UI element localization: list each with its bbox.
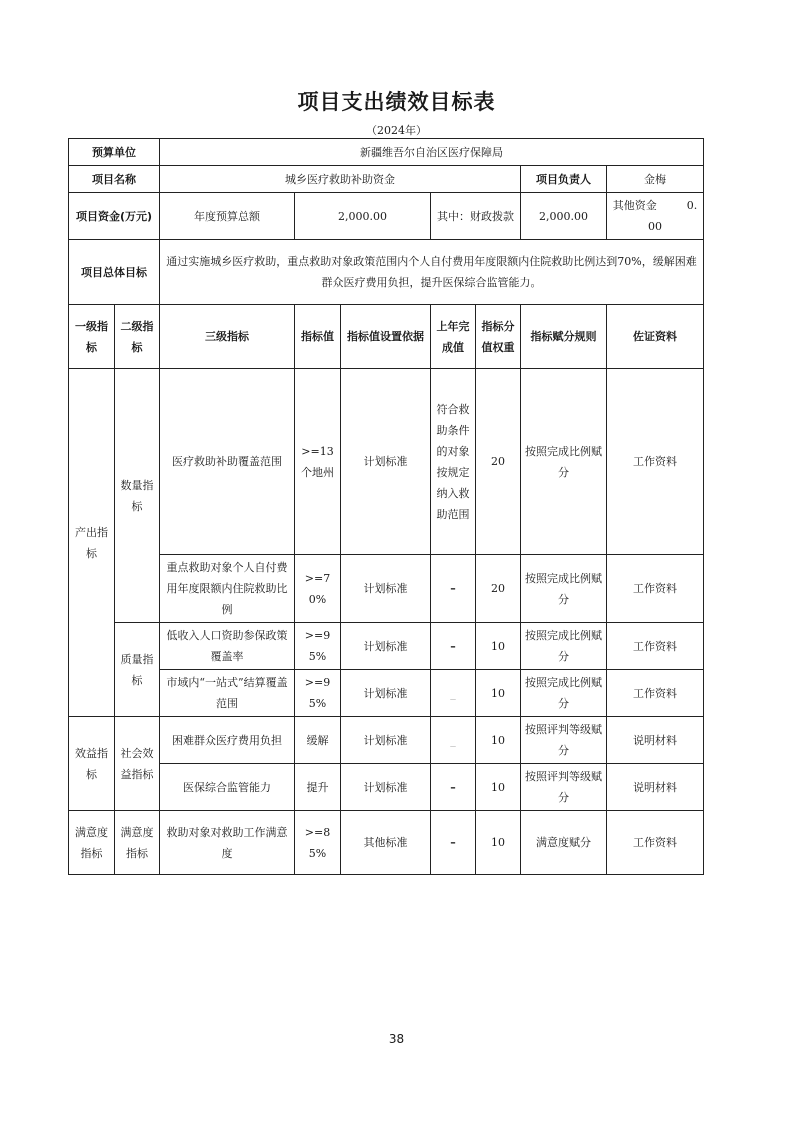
project-name-value: 城乡医疗救助补助资金 xyxy=(160,166,521,193)
col-level2: 二级指标 xyxy=(115,305,160,369)
col-rule: 指标赋分规则 xyxy=(521,305,607,369)
indicator-last-year: – xyxy=(431,555,476,623)
owner-label: 项目负责人 xyxy=(521,166,607,193)
goal-row xyxy=(69,240,704,305)
indicator-basis: 计划标准 xyxy=(341,670,431,717)
indicator-rule: 按照完成比例赋分 xyxy=(521,670,607,717)
budget-unit-value: 新疆维吾尔自治区医疗保障局 xyxy=(160,139,704,166)
indicator-evidence: 工作资料 xyxy=(607,369,704,555)
indicator-basis: 计划标准 xyxy=(341,623,431,670)
group-output: 产出指标 xyxy=(69,369,115,717)
project-name-label: 项目名称 xyxy=(69,166,160,193)
page-title: 项目支出绩效目标表 xyxy=(297,90,496,114)
group-satisfaction-sub: 满意度指标 xyxy=(115,811,160,875)
indicator-evidence: 工作资料 xyxy=(607,555,704,623)
indicator-basis: 计划标准 xyxy=(341,717,431,764)
fiscal-label: 其中：财政拨款 xyxy=(431,193,521,240)
indicator-rule: 按照完成比例赋分 xyxy=(521,623,607,670)
table-row xyxy=(69,764,704,811)
col-evidence: 佐证资料 xyxy=(607,305,704,369)
col-value: 指标值 xyxy=(295,305,341,369)
col-level1: 一级指标 xyxy=(69,305,115,369)
column-header-row xyxy=(69,305,704,369)
other-funds-cell xyxy=(607,193,704,240)
indicator-weight: 10 xyxy=(476,670,521,717)
budget-unit-row xyxy=(69,139,704,166)
col-basis: 指标值设置依据 xyxy=(341,305,431,369)
indicator-basis: 其他标准 xyxy=(341,811,431,875)
indicator-last-year: _ xyxy=(431,717,476,764)
annual-total-label: 年度预算总额 xyxy=(160,193,295,240)
col-last-year: 上年完成值 xyxy=(431,305,476,369)
fiscal-value: 2,000.00 xyxy=(521,193,607,240)
funds-label: 项目资金(万元) xyxy=(69,193,160,240)
performance-table xyxy=(68,138,704,875)
col-level3: 三级指标 xyxy=(160,305,295,369)
indicator-name: 重点救助对象个人自付费用年度限额内住院救助比例 xyxy=(160,555,295,623)
indicator-value: 缓解 xyxy=(295,717,341,764)
other-funds-label: 其他资金 xyxy=(612,199,657,212)
annual-total-value: 2,000.00 xyxy=(295,193,431,240)
indicator-weight: 10 xyxy=(476,811,521,875)
indicator-evidence: 工作资料 xyxy=(607,670,704,717)
group-benefit: 效益指标 xyxy=(69,717,115,811)
indicator-name: 市域内“一站式”结算覆盖范围 xyxy=(160,670,295,717)
indicator-value: >=95% xyxy=(295,623,341,670)
indicator-evidence: 说明材料 xyxy=(607,764,704,811)
indicator-weight: 20 xyxy=(476,369,521,555)
indicator-value: 提升 xyxy=(295,764,341,811)
indicator-last-year: 符合救助条件的对象按规定纳入救助范围 xyxy=(431,369,476,555)
year-label: （2024年） xyxy=(366,124,427,137)
indicator-value: >=85% xyxy=(295,811,341,875)
indicator-value: >=95% xyxy=(295,670,341,717)
goal-text: 通过实施城乡医疗救助，重点救助对象政策范围内个人自付费用年度限额内住院救助比例达到70%，缓解困难群众医疗费用负担，提升医保综合监管能力。 xyxy=(160,240,704,305)
indicator-rule: 按照评判等级赋分 xyxy=(521,764,607,811)
group-satisfaction: 满意度指标 xyxy=(69,811,115,875)
funds-row xyxy=(69,193,704,240)
table-row xyxy=(69,717,704,764)
col-weight: 指标分值权重 xyxy=(476,305,521,369)
indicator-basis: 计划标准 xyxy=(341,764,431,811)
indicator-weight: 20 xyxy=(476,555,521,623)
indicator-basis: 计划标准 xyxy=(341,555,431,623)
indicator-value: >=13个地州 xyxy=(295,369,341,555)
indicator-rule: 按照完成比例赋分 xyxy=(521,369,607,555)
indicator-last-year: – xyxy=(431,811,476,875)
goal-label: 项目总体目标 xyxy=(69,240,160,305)
group-quantity: 数量指标 xyxy=(115,369,160,623)
indicator-name: 医疗救助补助覆盖范围 xyxy=(160,369,295,555)
table-row xyxy=(69,555,704,623)
group-social: 社会效益指标 xyxy=(115,717,160,811)
group-quality: 质量指标 xyxy=(115,623,160,717)
indicator-weight: 10 xyxy=(476,764,521,811)
indicator-name: 困难群众医疗费用负担 xyxy=(160,717,295,764)
indicator-evidence: 工作资料 xyxy=(607,623,704,670)
table-row xyxy=(69,623,704,670)
indicator-rule: 满意度赋分 xyxy=(521,811,607,875)
indicator-rule: 按照评判等级赋分 xyxy=(521,717,607,764)
indicator-last-year: – xyxy=(431,623,476,670)
budget-unit-label: 预算单位 xyxy=(69,139,160,166)
indicator-evidence: 说明材料 xyxy=(607,717,704,764)
table-row xyxy=(69,369,704,555)
other-funds-value: 0.00 xyxy=(648,199,698,233)
indicator-rule: 按照完成比例赋分 xyxy=(521,555,607,623)
indicator-evidence: 工作资料 xyxy=(607,811,704,875)
owner-value: 金梅 xyxy=(607,166,704,193)
indicator-value: >=70% xyxy=(295,555,341,623)
indicator-name: 救助对象对救助工作满意度 xyxy=(160,811,295,875)
indicator-weight: 10 xyxy=(476,717,521,764)
indicator-basis: 计划标准 xyxy=(341,369,431,555)
table-row xyxy=(69,670,704,717)
indicator-weight: 10 xyxy=(476,623,521,670)
project-name-row xyxy=(69,166,704,193)
table-row xyxy=(69,811,704,875)
indicator-name: 医保综合监管能力 xyxy=(160,764,295,811)
page-number: 38 xyxy=(388,1032,405,1046)
indicator-name: 低收入人口资助参保政策覆盖率 xyxy=(160,623,295,670)
indicator-last-year: _ xyxy=(431,670,476,717)
indicator-last-year: – xyxy=(431,764,476,811)
